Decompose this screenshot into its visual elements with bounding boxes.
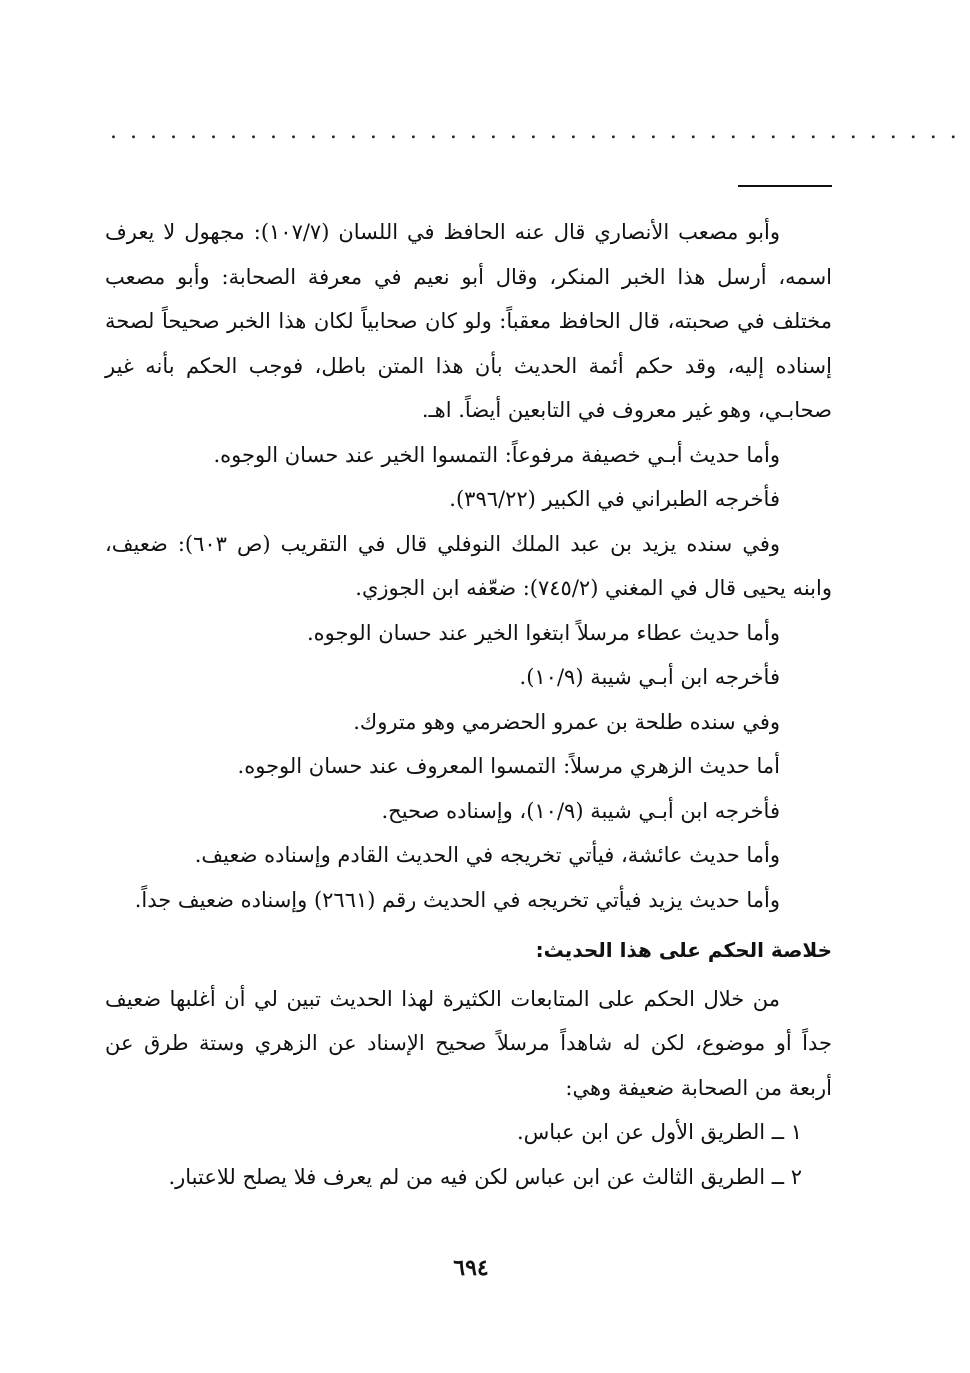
paragraph-tabarani: فأخرجه الطبراني في الكبير (٣٩٦/٢٢).: [449, 487, 780, 511]
paragraph-ata: وأما حديث عطاء مرسلاً ابتغوا الخير عند حسان الوجوه.: [306, 620, 780, 645]
paragraph-yazid-naufali: وفي سنده يزيد بن عبد الملك النوفلي قال في التقريب (ص ٦٠٣): ضعيف، وابنه يحيى قال في المغني (٧٤٥/٢): ضعّفه ابن الجوزي.: [105, 531, 832, 600]
paragraph-ibn-abi-shaiba-1: فأخرجه ابن أبـي شيبة (١٠/٩).: [519, 665, 780, 689]
paragraph-abu-khasifa: وأما حديث أبـي خصيفة مرفوعاً: التمسوا الخير عند حسان الوجوه.: [213, 442, 780, 467]
footnote-rule: [738, 185, 832, 187]
paragraph-zuhri: أما حديث الزهري مرسلاً: التمسوا المعروف عند حسان الوجوه.: [237, 754, 780, 778]
paragraph-ibn-abi-shaiba-2: فأخرجه ابن أبـي شيبة (١٠/٩)، وإسناده صحيح.: [381, 798, 780, 823]
paragraph-talha: وفي سنده طلحة بن عمرو الحضرمي وهو متروك.: [353, 709, 780, 734]
paragraph-yazid: وأما حديث يزيد فيأتي تخريجه في الحديث رقم (٢٦٦١) وإسناده ضعيف جداً.: [134, 887, 780, 912]
summary-list-item: ١ ــ الطريق الأول عن ابن عباس.: [516, 1120, 802, 1144]
page-body: [105, 210, 832, 1199]
summary-list-item: ٢ ــ الطريق الثالث عن ابن عباس لكن فيه من لم يعرف فلا يصلح للاعتبار.: [168, 1164, 802, 1189]
dotted-separator: ...........................................: [110, 119, 970, 144]
summary-paragraph: من خلال الحكم على المتابعات الكثيرة لهذا الحديث تبين لي أن أغلبها ضعيف جداً أو موضوع، لكن له شاهداً مرسلاً صحيح الإسناد عن الزهري وستة طرق عن أربعة من الصحابة ضعيفة وهي:: [105, 986, 832, 1100]
summary-heading: خلاصة الحكم على هذا الحديث:: [535, 938, 832, 962]
paragraph-abu-musab: وأبو مصعب الأنصاري قال عنه الحافظ في اللسان (١٠٧/٧): مجهول لا يعرف اسمه، أرسل هذا الخبر المنكر، وقال أبو نعيم في معرفة الصحابة: وأبو مصعب مختلف في صحبته، قال الحافظ معقباً: ولو كان صحابياً لكان هذا الخبر صحيحاً لصحة إسناده إليه، وقد حكم أئمة الحديث بأن هذا المتن باطل، فوجب الحكم بأنه غير صحابـي، وهو غير معروف في التابعين أيضاً. اهـ.: [105, 220, 832, 422]
page-number: ٦٩٤: [453, 1255, 489, 1281]
paragraph-aisha: وأما حديث عائشة، فيأتي تخريجه في الحديث القادم وإسناده ضعيف.: [194, 843, 780, 867]
